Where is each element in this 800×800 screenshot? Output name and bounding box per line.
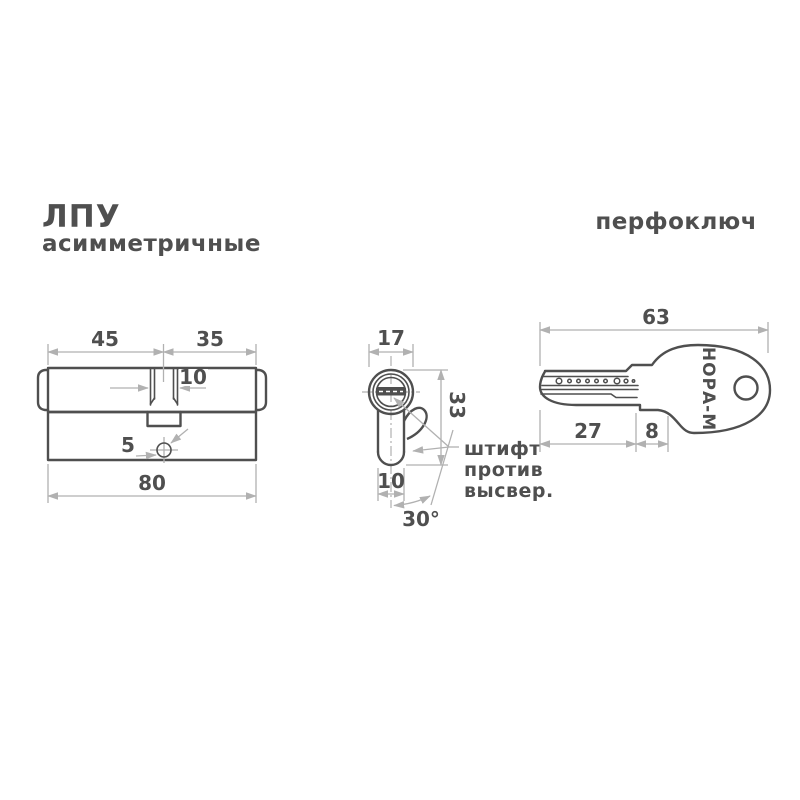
dim-label-35: 35: [196, 327, 224, 351]
dim-total-length: [48, 464, 256, 503]
dim-label-8: 8: [645, 419, 659, 443]
dim-label-80: 80: [138, 471, 166, 495]
dim-label-27: 27: [574, 419, 602, 443]
dim-label-17: 17: [377, 326, 405, 350]
cylinder-front-view: [38, 327, 266, 503]
key-brand-engraving: НОРА-М: [698, 346, 718, 432]
dim-label-10-slot: 10: [179, 365, 207, 389]
cylinder-right-cap: [256, 370, 266, 410]
dim-screw-hole: [121, 429, 188, 457]
dim-label-10-stem: 10: [377, 469, 405, 493]
dim-label-45: 45: [91, 327, 119, 351]
series-subtitle: асимметричные: [42, 231, 261, 257]
annotation-line-1: штифт: [464, 438, 541, 460]
dim-label-63: 63: [642, 305, 670, 329]
series-title: ЛПУ: [42, 199, 121, 235]
dim-sections: [48, 327, 256, 382]
key-side-view: [540, 305, 770, 452]
annotation-line-3: высвер.: [464, 480, 554, 502]
dim-label-33: 33: [445, 391, 469, 419]
dim-key-blade: [540, 410, 668, 452]
cylinder-foot: [48, 412, 256, 460]
key-type-label: перфоключ: [595, 209, 757, 235]
dim-label-30deg: 30°: [402, 507, 440, 531]
dim-label-5: 5: [121, 433, 135, 457]
cylinder-barrel: [48, 368, 256, 412]
cylinder-profile-view: [362, 326, 554, 531]
keyway: [376, 387, 406, 396]
cylinder-left-cap: [38, 370, 48, 410]
annotation-line-2: против: [464, 459, 544, 481]
